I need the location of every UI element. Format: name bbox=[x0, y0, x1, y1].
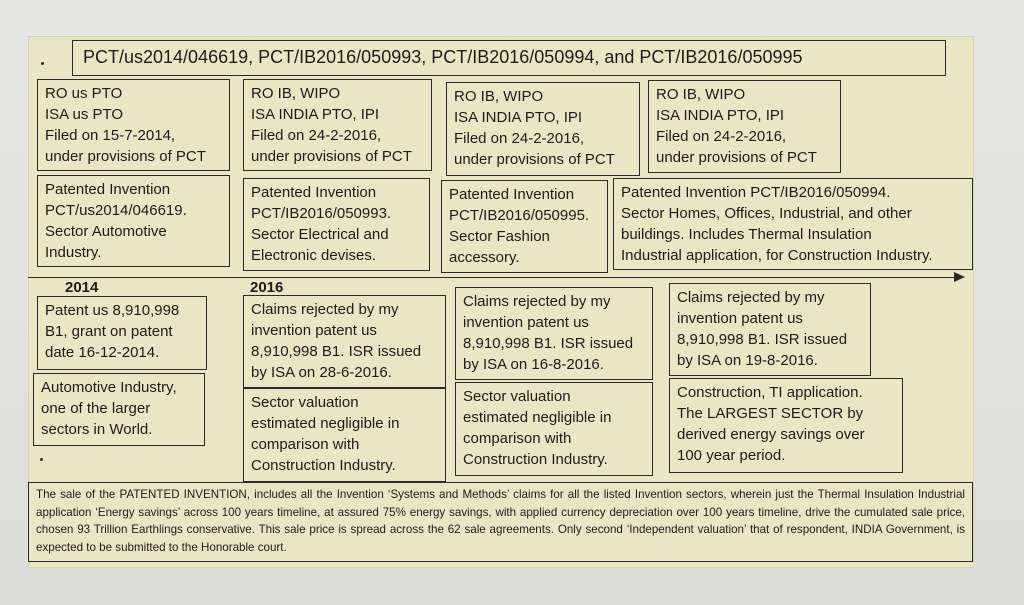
invention-box-electrical: Patented Invention PCT/IB2016/050993. Sector Electrical and Electronic devises. bbox=[243, 178, 430, 271]
invention-box-automotive: Patented Invention PCT/us2014/046619. Sector Automotive Industry. bbox=[37, 175, 230, 267]
valuation-box-construction: Construction, TI application. The LARGEST SECTOR by derived energy savings over 100 year period. bbox=[669, 378, 903, 473]
valuation-box-electrical: Sector valuation estimated negligible in comparison with Construction Industry. bbox=[243, 388, 446, 482]
timeline-arrow-line bbox=[28, 277, 958, 278]
claims-box-050995: Claims rejected by my invention patent us 8,910,998 B1. ISR issued by ISA on 16-8-2016. bbox=[455, 287, 653, 380]
year-label-2014: 2014 bbox=[65, 279, 99, 296]
valuation-box-automotive: Automotive Industry, one of the larger sectors in World. bbox=[33, 373, 205, 446]
filing-box-050994: RO IB, WIPO ISA INDIA PTO, IPI Filed on 24-2-2016, under provisions of PCT bbox=[648, 80, 841, 173]
claims-box-050993: Claims rejected by my invention patent us 8,910,998 B1. ISR issued by ISA on 28-6-2016. bbox=[243, 295, 446, 388]
year-label-2016: 2016 bbox=[250, 279, 284, 296]
invention-box-construction: Patented Invention PCT/IB2016/050994. Sector Homes, Offices, Industrial, and other buildings. Includes Thermal Insulation Industrial application, for Construction Industry. bbox=[613, 178, 973, 270]
valuation-box-fashion: Sector valuation estimated negligible in comparison with Construction Industry. bbox=[455, 382, 653, 476]
claims-box-2014-grant: Patent us 8,910,998 B1, grant on patent date 16-12-2014. bbox=[37, 296, 207, 370]
bullet-dot bbox=[40, 458, 43, 461]
filing-box-2014: RO us PTO ISA us PTO Filed on 15-7-2014, under provisions of PCT bbox=[37, 79, 230, 171]
bullet-dot bbox=[41, 62, 44, 65]
pct-numbers-header: PCT/us2014/046619, PCT/IB2016/050993, PCT/IB2016/050994, and PCT/IB2016/050995 bbox=[72, 40, 946, 76]
filing-box-050993: RO IB, WIPO ISA INDIA PTO, IPI Filed on 24-2-2016, under provisions of PCT bbox=[243, 79, 432, 171]
claims-box-050994: Claims rejected by my invention patent us 8,910,998 B1. ISR issued by ISA on 19-8-2016. bbox=[669, 283, 871, 376]
invention-box-fashion: Patented Invention PCT/IB2016/050995. Sector Fashion accessory. bbox=[441, 180, 608, 273]
filing-box-050995: RO IB, WIPO ISA INDIA PTO, IPI Filed on 24-2-2016, under provisions of PCT bbox=[446, 82, 640, 176]
timeline-arrowhead-icon bbox=[954, 272, 965, 282]
sale-statement-paragraph: The sale of the PATENTED INVENTION, includes all the Invention ‘Systems and Methods’ claims for all the listed Invention sectors, wherein just the Thermal Insulation Industrial application ‘Energy savings’ across 100 years timeline, at assured 75% energy savings, with applied currency depreciation over 100 years timeline, drive the cumulated sale price, chosen 93 Trillion Earthlings conservative. This sale price is spread across the 62 sale agreements. Only second ‘Independent valuation’ that of respondent, INDIA Government, is expected to be submitted to the Honorable court. bbox=[28, 482, 973, 562]
